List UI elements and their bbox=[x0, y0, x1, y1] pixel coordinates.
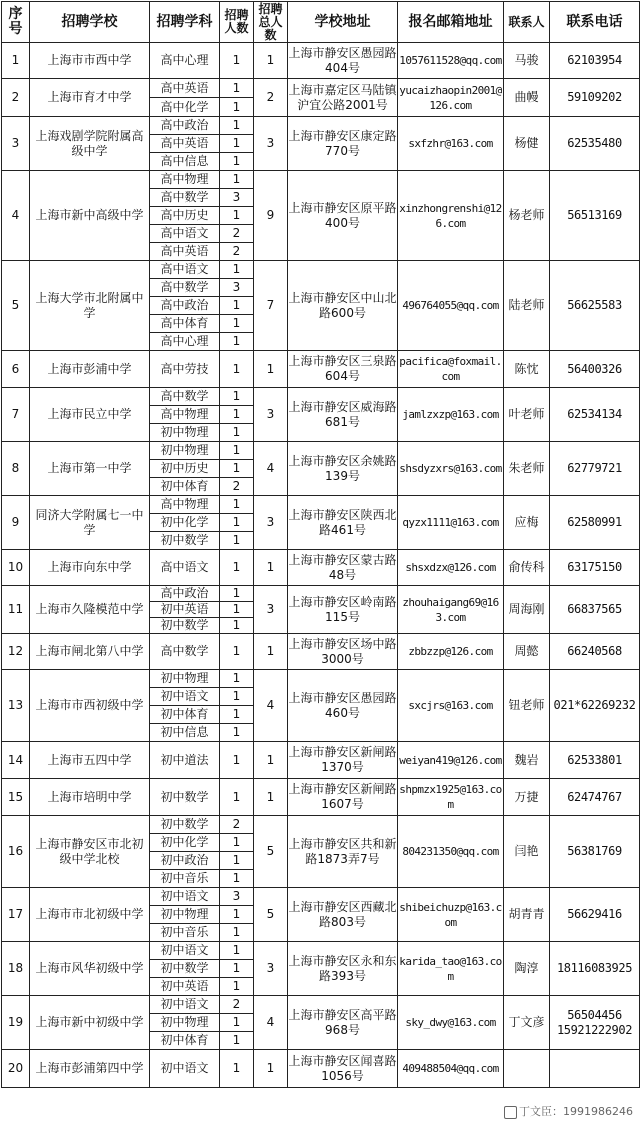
school-address: 上海市静安区高平路968号 bbox=[288, 996, 398, 1050]
email-address: weiyan419@126.com bbox=[398, 742, 504, 779]
table-row bbox=[2, 742, 640, 779]
school-name: 上海市静安区市北初级中学北校 bbox=[30, 816, 150, 888]
contact-phone: 56513169 bbox=[550, 171, 640, 261]
subject-count: 1 bbox=[220, 960, 254, 978]
header-count: 招聘人数 bbox=[220, 2, 254, 43]
school-name: 上海市市西初级中学 bbox=[30, 670, 150, 742]
email-address: jamlzxzp@163.com bbox=[398, 388, 504, 442]
contact-phone: 56381769 bbox=[550, 816, 640, 888]
total-count: 5 bbox=[254, 888, 288, 942]
contact-phone: 62534134 bbox=[550, 388, 640, 442]
row-number: 15 bbox=[2, 779, 30, 816]
subject-cell: 初中化学 bbox=[150, 514, 220, 532]
subject-count: 1 bbox=[220, 706, 254, 724]
subject-count: 1 bbox=[220, 460, 254, 478]
school-address: 上海市静安区余姚路139号 bbox=[288, 442, 398, 496]
contact-phone: 66837565 bbox=[550, 586, 640, 634]
contact-person: 杨老师 bbox=[504, 171, 550, 261]
total-count: 5 bbox=[254, 816, 288, 888]
table-row bbox=[2, 816, 640, 834]
subject-cell: 初中数学 bbox=[150, 960, 220, 978]
row-number: 4 bbox=[2, 171, 30, 261]
school-name: 上海戏剧学院附属高级中学 bbox=[30, 117, 150, 171]
header-school: 招聘学校 bbox=[30, 2, 150, 43]
row-number: 5 bbox=[2, 261, 30, 351]
email-address: sxfzhr@163.com bbox=[398, 117, 504, 171]
subject-cell: 初中英语 bbox=[150, 602, 220, 618]
subject-count: 1 bbox=[220, 406, 254, 424]
school-name: 上海市久隆模范中学 bbox=[30, 586, 150, 634]
table-row bbox=[2, 634, 640, 670]
subject-cell: 初中数学 bbox=[150, 532, 220, 550]
school-address: 上海市静安区新闸路1607号 bbox=[288, 779, 398, 816]
school-name: 上海市市北初级中学 bbox=[30, 888, 150, 942]
subject-count: 3 bbox=[220, 888, 254, 906]
total-count: 1 bbox=[254, 351, 288, 388]
school-name: 上海市第一中学 bbox=[30, 442, 150, 496]
table-row bbox=[2, 43, 640, 79]
row-number: 14 bbox=[2, 742, 30, 779]
subject-count: 1 bbox=[220, 924, 254, 942]
subject-cell: 初中语文 bbox=[150, 996, 220, 1014]
school-address: 上海市静安区闻喜路1056号 bbox=[288, 1050, 398, 1088]
total-count: 1 bbox=[254, 550, 288, 586]
table-row bbox=[2, 996, 640, 1014]
row-number: 9 bbox=[2, 496, 30, 550]
subject-count: 2 bbox=[220, 816, 254, 834]
total-count: 1 bbox=[254, 1050, 288, 1088]
subject-cell: 初中物理 bbox=[150, 906, 220, 924]
header-no: 序号 bbox=[2, 2, 30, 43]
subject-count: 2 bbox=[220, 243, 254, 261]
subject-count: 1 bbox=[220, 1032, 254, 1050]
subject-cell: 高中语文 bbox=[150, 225, 220, 243]
subject-count: 1 bbox=[220, 634, 254, 670]
email-address: xinzhongrenshi@126.com bbox=[398, 171, 504, 261]
row-number: 11 bbox=[2, 586, 30, 634]
total-count: 3 bbox=[254, 496, 288, 550]
contact-phone: 56625583 bbox=[550, 261, 640, 351]
school-name: 上海市市西中学 bbox=[30, 43, 150, 79]
total-count: 3 bbox=[254, 942, 288, 996]
subject-cell: 初中历史 bbox=[150, 460, 220, 478]
subject-cell: 初中物理 bbox=[150, 670, 220, 688]
school-address: 上海市静安区共和新路1873弄7号 bbox=[288, 816, 398, 888]
contact-person: 曲幔 bbox=[504, 79, 550, 117]
subject-cell: 高中物理 bbox=[150, 171, 220, 189]
contact-person: 朱老师 bbox=[504, 442, 550, 496]
subject-cell: 高中历史 bbox=[150, 207, 220, 225]
school-name: 上海市彭浦第四中学 bbox=[30, 1050, 150, 1088]
contact-person: 丁文彦 bbox=[504, 996, 550, 1050]
contact-phone: 56504456 15921222902 bbox=[550, 996, 640, 1050]
subject-count: 1 bbox=[220, 171, 254, 189]
contact-phone: 63175150 bbox=[550, 550, 640, 586]
subject-cell: 初中物理 bbox=[150, 424, 220, 442]
recruitment-table bbox=[1, 1, 640, 1088]
table-row bbox=[2, 779, 640, 816]
contact-person: 杨健 bbox=[504, 117, 550, 171]
school-address: 上海市静安区原平路400号 bbox=[288, 171, 398, 261]
subject-count: 1 bbox=[220, 117, 254, 135]
contact-phone: 62533801 bbox=[550, 742, 640, 779]
contact-phone: 18116083925 bbox=[550, 942, 640, 996]
subject-count: 3 bbox=[220, 189, 254, 207]
subject-cell: 高中数学 bbox=[150, 279, 220, 297]
subject-cell: 高中英语 bbox=[150, 79, 220, 98]
subject-count: 1 bbox=[220, 1014, 254, 1032]
row-number: 12 bbox=[2, 634, 30, 670]
subject-cell: 初中信息 bbox=[150, 724, 220, 742]
total-count: 4 bbox=[254, 996, 288, 1050]
watermark-text: 丁文臣：1991986246 bbox=[519, 1105, 633, 1118]
subject-count: 1 bbox=[220, 742, 254, 779]
subject-count: 1 bbox=[220, 1050, 254, 1088]
subject-cell: 初中数学 bbox=[150, 618, 220, 634]
table-row bbox=[2, 888, 640, 906]
school-address: 上海市静安区愚园路404号 bbox=[288, 43, 398, 79]
row-number: 2 bbox=[2, 79, 30, 117]
school-name: 上海市风华初级中学 bbox=[30, 942, 150, 996]
table-row bbox=[2, 942, 640, 960]
table-row bbox=[2, 117, 640, 135]
total-count: 1 bbox=[254, 43, 288, 79]
email-address: shibeichuzp@163.com bbox=[398, 888, 504, 942]
subject-count: 2 bbox=[220, 478, 254, 496]
table-row bbox=[2, 586, 640, 602]
email-address: shsdyzxrs@163.com bbox=[398, 442, 504, 496]
header-subject: 招聘学科 bbox=[150, 2, 220, 43]
total-count: 3 bbox=[254, 388, 288, 442]
header-phone: 联系电话 bbox=[550, 2, 640, 43]
subject-count: 2 bbox=[220, 996, 254, 1014]
subject-cell: 高中心理 bbox=[150, 43, 220, 79]
subject-cell: 初中政治 bbox=[150, 852, 220, 870]
subject-count: 1 bbox=[220, 586, 254, 602]
row-number: 17 bbox=[2, 888, 30, 942]
subject-count: 3 bbox=[220, 279, 254, 297]
school-address: 上海市静安区蒙古路48号 bbox=[288, 550, 398, 586]
table-row bbox=[2, 79, 640, 98]
subject-cell: 初中数学 bbox=[150, 816, 220, 834]
table-row bbox=[2, 351, 640, 388]
contact-person: 周海刚 bbox=[504, 586, 550, 634]
subject-cell: 初中道法 bbox=[150, 742, 220, 779]
email-address: pacifica@foxmail.com bbox=[398, 351, 504, 388]
subject-count: 1 bbox=[220, 978, 254, 996]
school-address: 上海市静安区陕西北路461号 bbox=[288, 496, 398, 550]
contact-phone: 62779721 bbox=[550, 442, 640, 496]
total-count: 4 bbox=[254, 442, 288, 496]
contact-person: 应梅 bbox=[504, 496, 550, 550]
subject-count: 1 bbox=[220, 315, 254, 333]
contact-person: 钮老师 bbox=[504, 670, 550, 742]
subject-count: 1 bbox=[220, 688, 254, 706]
subject-cell: 高中体育 bbox=[150, 315, 220, 333]
school-address: 上海市静安区威海路681号 bbox=[288, 388, 398, 442]
subject-count: 1 bbox=[220, 602, 254, 618]
school-address: 上海市静安区三泉路604号 bbox=[288, 351, 398, 388]
subject-count: 1 bbox=[220, 514, 254, 532]
school-address: 上海市静安区西藏北路803号 bbox=[288, 888, 398, 942]
table-row bbox=[2, 550, 640, 586]
school-address: 上海市静安区康定路770号 bbox=[288, 117, 398, 171]
subject-cell: 初中语文 bbox=[150, 1050, 220, 1088]
contact-person: 闫艳 bbox=[504, 816, 550, 888]
school-name: 上海市培明中学 bbox=[30, 779, 150, 816]
school-address: 上海市静安区愚园路460号 bbox=[288, 670, 398, 742]
subject-count: 2 bbox=[220, 225, 254, 243]
total-count: 2 bbox=[254, 79, 288, 117]
subject-cell: 高中信息 bbox=[150, 153, 220, 171]
subject-cell: 高中劳技 bbox=[150, 351, 220, 388]
row-number: 6 bbox=[2, 351, 30, 388]
subject-count: 1 bbox=[220, 870, 254, 888]
subject-count: 1 bbox=[220, 261, 254, 279]
subject-cell: 高中英语 bbox=[150, 243, 220, 261]
contact-phone: 021*62269232 bbox=[550, 670, 640, 742]
subject-cell: 初中物理 bbox=[150, 442, 220, 460]
header-total: 招聘总人数 bbox=[254, 2, 288, 43]
row-number: 19 bbox=[2, 996, 30, 1050]
contact-phone: 66240568 bbox=[550, 634, 640, 670]
subject-cell: 初中物理 bbox=[150, 1014, 220, 1032]
subject-count: 1 bbox=[220, 43, 254, 79]
contact-person: 陈忱 bbox=[504, 351, 550, 388]
contact-phone: 56629416 bbox=[550, 888, 640, 942]
subject-count: 1 bbox=[220, 496, 254, 514]
email-address: shsxdzx@126.com bbox=[398, 550, 504, 586]
row-number: 8 bbox=[2, 442, 30, 496]
email-address: shpmzx1925@163.com bbox=[398, 779, 504, 816]
contact-person: 俞传科 bbox=[504, 550, 550, 586]
contact-phone: 56400326 bbox=[550, 351, 640, 388]
subject-count: 1 bbox=[220, 297, 254, 315]
subject-cell: 初中化学 bbox=[150, 834, 220, 852]
school-name: 上海市新中高级中学 bbox=[30, 171, 150, 261]
subject-count: 1 bbox=[220, 424, 254, 442]
subject-count: 1 bbox=[220, 388, 254, 406]
total-count: 7 bbox=[254, 261, 288, 351]
email-address: yucaizhaopin2001@126.com bbox=[398, 79, 504, 117]
contact-person: 陶淳 bbox=[504, 942, 550, 996]
total-count: 1 bbox=[254, 779, 288, 816]
subject-count: 1 bbox=[220, 942, 254, 960]
subject-cell: 初中体育 bbox=[150, 706, 220, 724]
school-address: 上海市静安区中山北路600号 bbox=[288, 261, 398, 351]
table-row bbox=[2, 388, 640, 406]
contact-phone: 62103954 bbox=[550, 43, 640, 79]
email-address: zbbzzp@126.com bbox=[398, 634, 504, 670]
subject-cell: 高中语文 bbox=[150, 261, 220, 279]
subject-count: 1 bbox=[220, 135, 254, 153]
subject-count: 1 bbox=[220, 333, 254, 351]
subject-count: 1 bbox=[220, 724, 254, 742]
school-name: 上海市新中初级中学 bbox=[30, 996, 150, 1050]
subject-cell: 初中音乐 bbox=[150, 870, 220, 888]
watermark-icon bbox=[504, 1106, 517, 1119]
subject-count: 1 bbox=[220, 79, 254, 98]
total-count: 1 bbox=[254, 742, 288, 779]
row-number: 1 bbox=[2, 43, 30, 79]
table-row bbox=[2, 442, 640, 460]
email-address: 409488504@qq.com bbox=[398, 1050, 504, 1088]
contact-person: 陆老师 bbox=[504, 261, 550, 351]
header-contact: 联系人 bbox=[504, 2, 550, 43]
email-address: 496764055@qq.com bbox=[398, 261, 504, 351]
contact-person: 马骏 bbox=[504, 43, 550, 79]
subject-count: 1 bbox=[220, 153, 254, 171]
subject-cell: 初中音乐 bbox=[150, 924, 220, 942]
email-address: qyzx1111@163.com bbox=[398, 496, 504, 550]
subject-count: 1 bbox=[220, 351, 254, 388]
row-number: 18 bbox=[2, 942, 30, 996]
total-count: 1 bbox=[254, 634, 288, 670]
email-address: karida_tao@163.com bbox=[398, 942, 504, 996]
header-address: 学校地址 bbox=[288, 2, 398, 43]
school-name: 上海市彭浦中学 bbox=[30, 351, 150, 388]
total-count: 4 bbox=[254, 670, 288, 742]
email-address: zhouhaigang69@163.com bbox=[398, 586, 504, 634]
school-name: 上海市民立中学 bbox=[30, 388, 150, 442]
school-address: 上海市静安区岭南路115号 bbox=[288, 586, 398, 634]
subject-cell: 高中政治 bbox=[150, 117, 220, 135]
subject-cell: 高中心理 bbox=[150, 333, 220, 351]
contact-phone: 62580991 bbox=[550, 496, 640, 550]
school-address: 上海市嘉定区马陆镇沪宜公路2001号 bbox=[288, 79, 398, 117]
subject-count: 1 bbox=[220, 442, 254, 460]
contact-person: 叶老师 bbox=[504, 388, 550, 442]
table-row bbox=[2, 670, 640, 688]
subject-cell: 高中数学 bbox=[150, 388, 220, 406]
contact-person bbox=[504, 1050, 550, 1088]
subject-cell: 高中数学 bbox=[150, 189, 220, 207]
total-count: 3 bbox=[254, 117, 288, 171]
subject-cell: 初中体育 bbox=[150, 478, 220, 496]
row-number: 16 bbox=[2, 816, 30, 888]
school-name: 上海市育才中学 bbox=[30, 79, 150, 117]
contact-phone bbox=[550, 1050, 640, 1088]
school-address: 上海市静安区新闸路1370号 bbox=[288, 742, 398, 779]
row-number: 7 bbox=[2, 388, 30, 442]
subject-count: 1 bbox=[220, 618, 254, 634]
row-number: 13 bbox=[2, 670, 30, 742]
header-row bbox=[2, 2, 640, 43]
subject-cell: 初中语文 bbox=[150, 688, 220, 706]
subject-cell: 高中政治 bbox=[150, 586, 220, 602]
subject-cell: 初中体育 bbox=[150, 1032, 220, 1050]
total-count: 3 bbox=[254, 586, 288, 634]
school-name: 上海大学市北附属中学 bbox=[30, 261, 150, 351]
contact-person: 胡青青 bbox=[504, 888, 550, 942]
subject-cell: 初中数学 bbox=[150, 779, 220, 816]
school-name: 同济大学附属七一中学 bbox=[30, 496, 150, 550]
table-row bbox=[2, 261, 640, 279]
subject-count: 1 bbox=[220, 906, 254, 924]
table-row bbox=[2, 496, 640, 514]
subject-count: 1 bbox=[220, 834, 254, 852]
school-name: 上海市向东中学 bbox=[30, 550, 150, 586]
contact-person: 魏岩 bbox=[504, 742, 550, 779]
contact-phone: 62474767 bbox=[550, 779, 640, 816]
contact-phone: 62535480 bbox=[550, 117, 640, 171]
email-address: sxcjrs@163.com bbox=[398, 670, 504, 742]
row-number: 10 bbox=[2, 550, 30, 586]
watermark bbox=[501, 1102, 636, 1120]
subject-count: 1 bbox=[220, 852, 254, 870]
table-row bbox=[2, 171, 640, 189]
subject-cell: 高中化学 bbox=[150, 98, 220, 117]
email-address: sky_dwy@163.com bbox=[398, 996, 504, 1050]
subject-cell: 高中物理 bbox=[150, 406, 220, 424]
school-name: 上海市闸北第八中学 bbox=[30, 634, 150, 670]
subject-count: 1 bbox=[220, 532, 254, 550]
school-address: 上海市静安区场中路3000号 bbox=[288, 634, 398, 670]
contact-person: 万捷 bbox=[504, 779, 550, 816]
subject-count: 1 bbox=[220, 670, 254, 688]
contact-person: 周懿 bbox=[504, 634, 550, 670]
row-number: 20 bbox=[2, 1050, 30, 1088]
subject-cell: 初中语文 bbox=[150, 888, 220, 906]
subject-cell: 高中英语 bbox=[150, 135, 220, 153]
row-number: 3 bbox=[2, 117, 30, 171]
subject-cell: 高中语文 bbox=[150, 550, 220, 586]
table-body bbox=[2, 43, 640, 1088]
subject-cell: 初中语文 bbox=[150, 942, 220, 960]
contact-phone: 59109202 bbox=[550, 79, 640, 117]
subject-cell: 高中数学 bbox=[150, 634, 220, 670]
table-row bbox=[2, 1050, 640, 1088]
subject-count: 1 bbox=[220, 779, 254, 816]
subject-cell: 高中政治 bbox=[150, 297, 220, 315]
email-address: 1057611528@qq.com bbox=[398, 43, 504, 79]
school-name: 上海市五四中学 bbox=[30, 742, 150, 779]
subject-count: 1 bbox=[220, 98, 254, 117]
subject-count: 1 bbox=[220, 207, 254, 225]
subject-count: 1 bbox=[220, 550, 254, 586]
header-email: 报名邮箱地址 bbox=[398, 2, 504, 43]
total-count: 9 bbox=[254, 171, 288, 261]
school-address: 上海市静安区永和东路393号 bbox=[288, 942, 398, 996]
email-address: 804231350@qq.com bbox=[398, 816, 504, 888]
subject-cell: 高中物理 bbox=[150, 496, 220, 514]
subject-cell: 初中英语 bbox=[150, 978, 220, 996]
